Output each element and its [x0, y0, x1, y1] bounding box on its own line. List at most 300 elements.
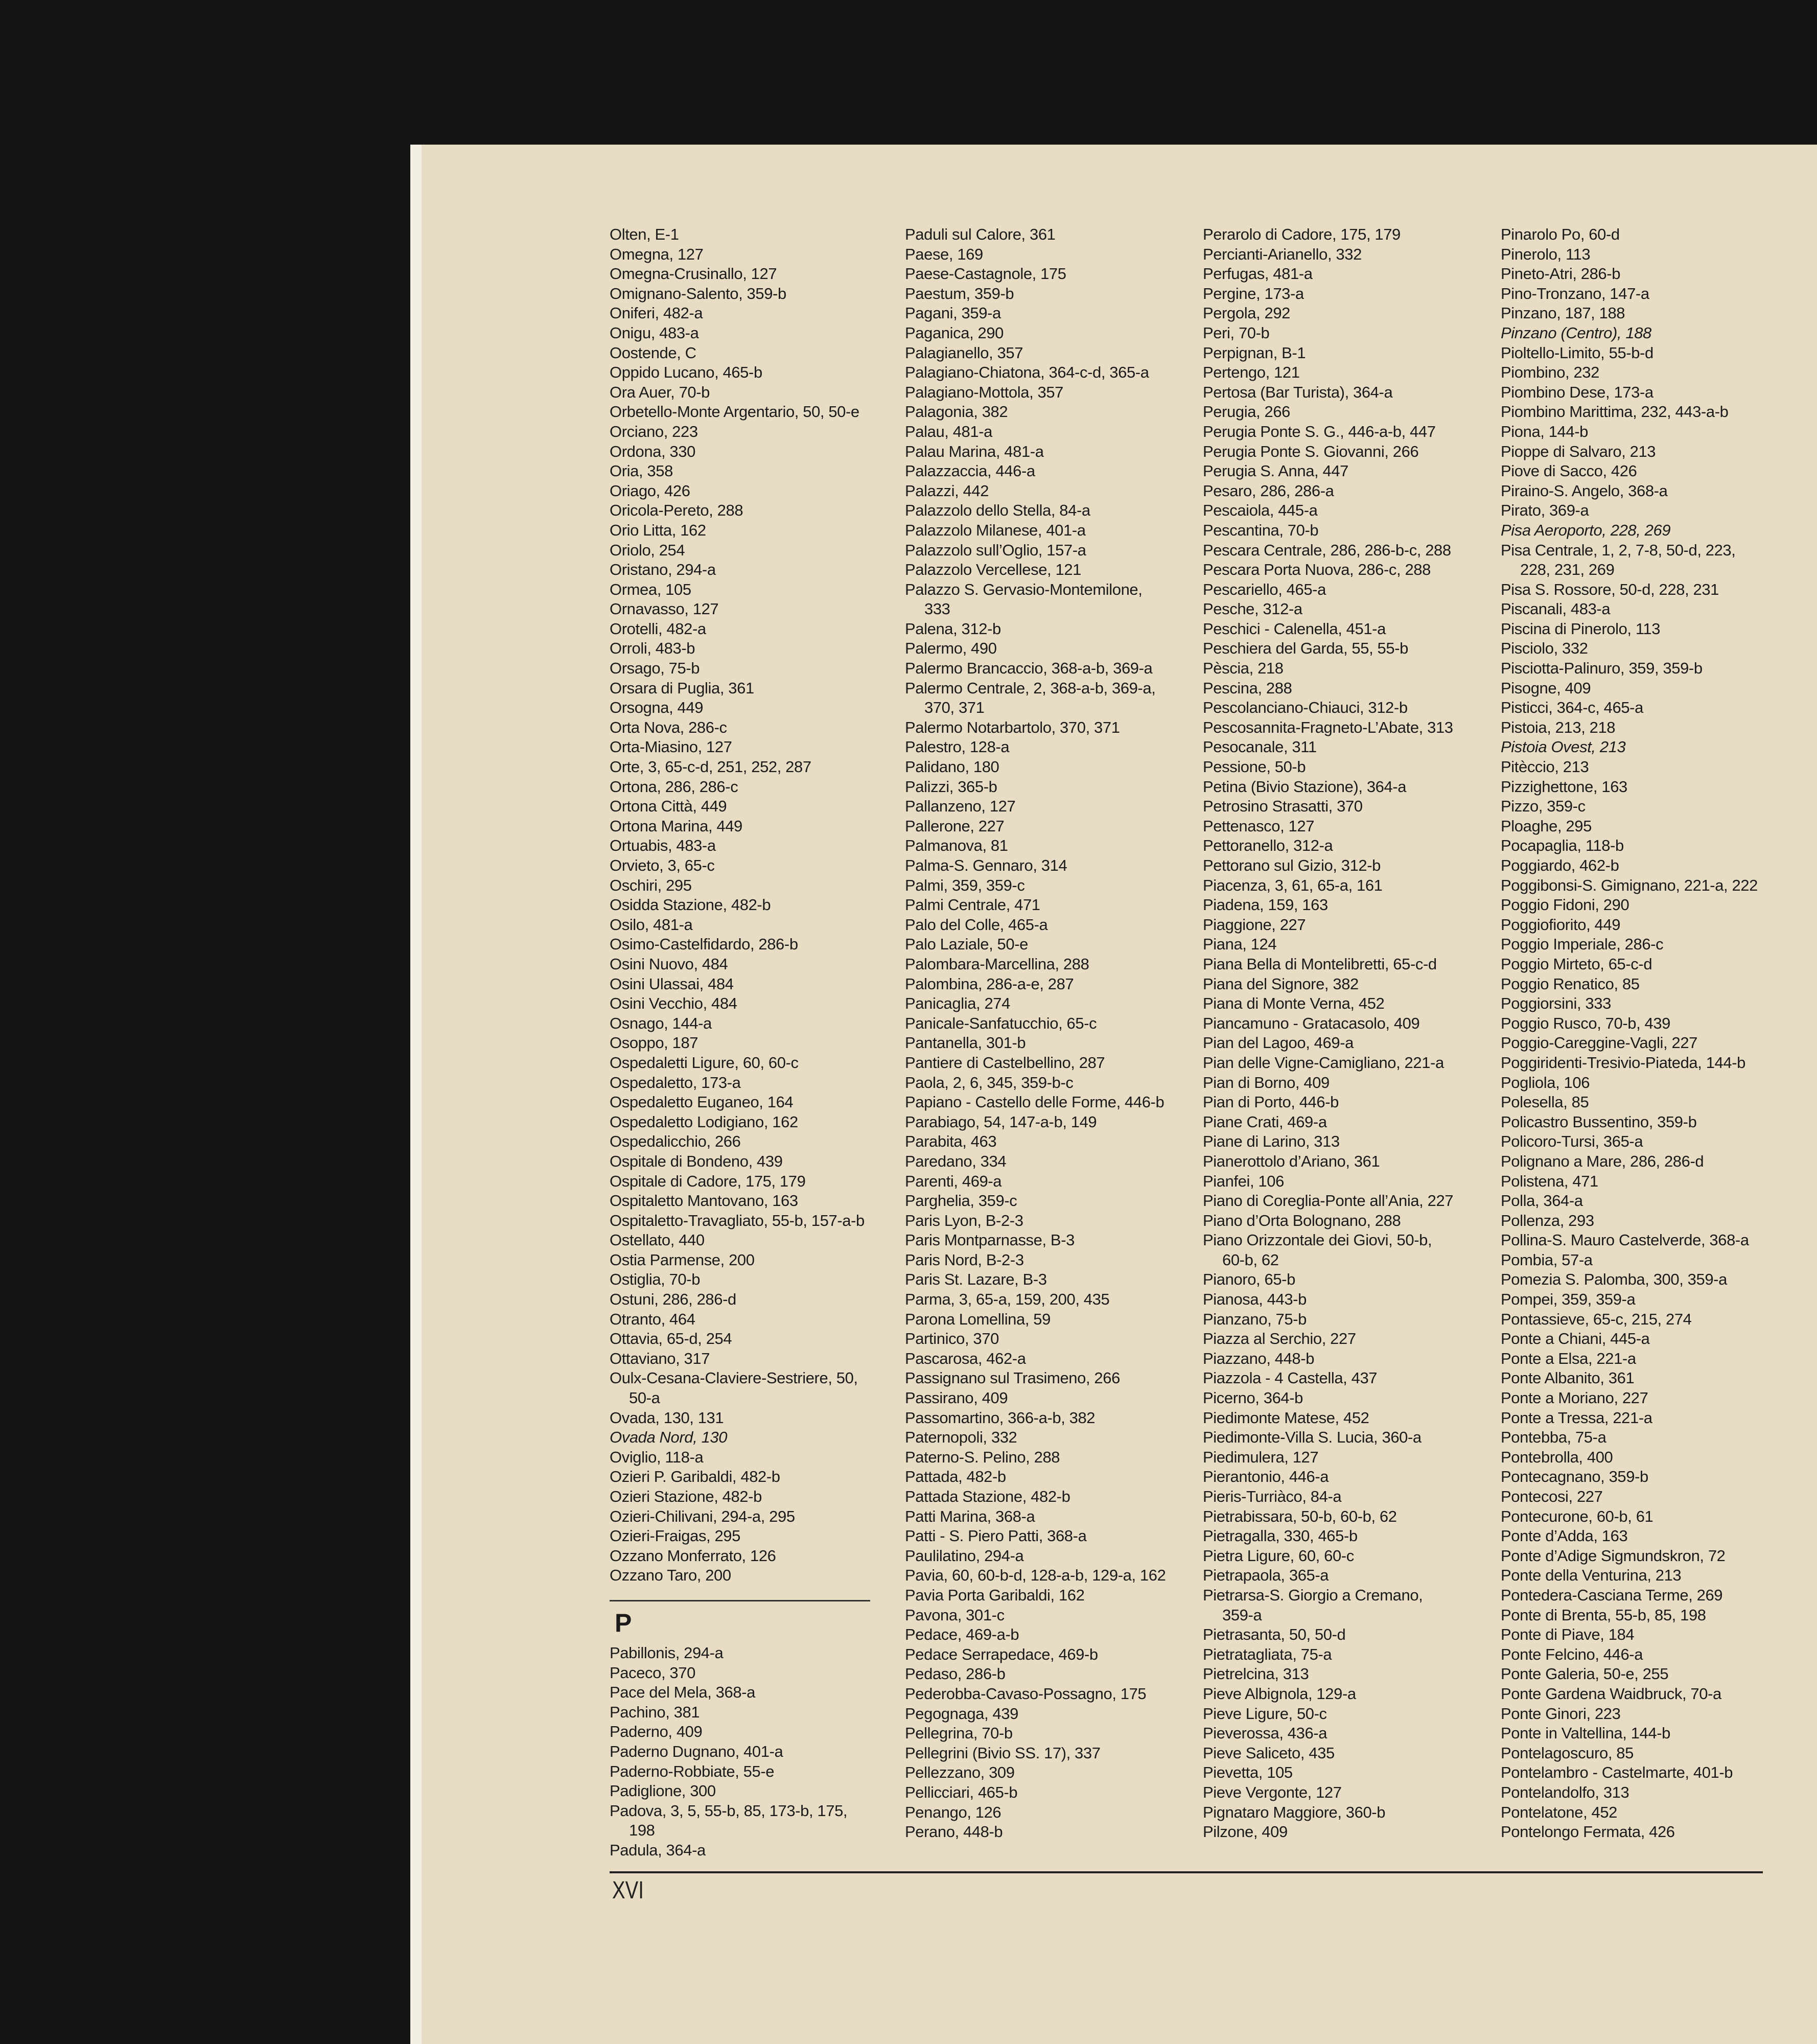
index-entry: Orciano, 223: [610, 422, 698, 440]
index-entry: Ospedaletto Euganeo, 164: [610, 1093, 794, 1111]
index-entry: Poggiorsini, 333: [1501, 994, 1611, 1013]
index-column-3: [1203, 225, 1489, 1842]
index-entry: Piana di Monte Verna, 452: [1203, 994, 1385, 1013]
index-entry: Ponte a Elsa, 221-a: [1501, 1349, 1636, 1367]
index-entry: Pian del Lagoo, 469-a: [1203, 1034, 1354, 1052]
index-entry: Ortuabis, 483-a: [610, 837, 716, 855]
index-entry: Ostia Parmense, 200: [610, 1250, 755, 1269]
index-entry: Pogliola, 106: [1501, 1073, 1590, 1091]
index-entry: Ortona Marina, 449: [610, 817, 742, 835]
index-entry: Paceco, 370: [610, 1663, 695, 1682]
index-entry: Orsogna, 449: [610, 699, 704, 717]
index-entry: Poggiofiorito, 449: [1501, 915, 1621, 934]
index-entry: Piane Crati, 469-a: [1203, 1112, 1327, 1131]
index-entry: Oostende, C: [610, 343, 696, 362]
index-entry: Ozieri Stazione, 482-b: [610, 1488, 762, 1505]
index-entry: Ponte Albanito, 361: [1501, 1369, 1635, 1387]
index-entry: Pietragalla, 330, 465-b: [1203, 1527, 1358, 1545]
index-entry: Pavona, 301-c: [905, 1606, 1005, 1624]
index-entry: Ortona, 286, 286-c: [610, 777, 738, 796]
index-entry: 333: [924, 600, 950, 618]
index-entry: Piombino Marittima, 232, 443-a-b: [1501, 403, 1729, 421]
index-entry: Padula, 364-a: [610, 1841, 706, 1859]
index-entry: Piedimulera, 127: [1203, 1448, 1319, 1466]
index-entry: Pontassieve, 65-c, 215, 274: [1501, 1310, 1692, 1328]
index-entry: Oristano, 294-a: [610, 561, 716, 579]
index-entry: Pescaiola, 445-a: [1203, 501, 1318, 520]
index-entry: Ozzano Monferrato, 126: [610, 1546, 776, 1565]
index-entry: 359-a: [1222, 1606, 1262, 1624]
index-entry: Pontelambro - Castelmarte, 401-b: [1501, 1763, 1733, 1782]
index-entry: Piscanali, 483-a: [1501, 600, 1611, 618]
index-entry: Pertosa (Bar Turista), 364-a: [1203, 383, 1393, 401]
index-entry: Pontebrolla, 400: [1501, 1448, 1613, 1466]
index-entry: Perpignan, B-1: [1203, 343, 1306, 362]
index-entry: Ovada, 130, 131: [610, 1408, 724, 1427]
index-entry: Palazzi, 442: [905, 481, 989, 500]
index-entry: Ospedaletto Lodigiano, 162: [610, 1112, 798, 1131]
index-entry: Peri, 70-b: [1203, 323, 1270, 342]
index-entry: Parghelia, 359-c: [905, 1192, 1017, 1210]
index-entry: Pontebba, 75-a: [1501, 1428, 1606, 1447]
index-entry: Perarolo di Cadore, 175, 179: [1203, 225, 1401, 243]
index-entry: Orta Nova, 286-c: [610, 718, 727, 736]
index-entry: Pianosa, 443-b: [1203, 1290, 1307, 1309]
index-entry: Papiano - Castello delle Forme, 446-b: [905, 1093, 1164, 1111]
index-entry: Ponte d’Adige Sigmundskron, 72: [1501, 1546, 1726, 1565]
index-entry: Pinzano (Centro), 188: [1501, 323, 1651, 342]
index-entry: Orta-Miasino, 127: [610, 738, 732, 756]
index-entry: Oriago, 426: [610, 481, 690, 500]
index-column-1: [610, 225, 896, 1861]
index-entry: Pineto-Atri, 286-b: [1501, 265, 1621, 283]
index-entry: Osimo-Castelfidardo, 286-b: [610, 935, 798, 954]
index-entry: Polistena, 471: [1501, 1172, 1598, 1190]
index-entry: Padova, 3, 5, 55-b, 85, 173-b, 175,: [610, 1801, 848, 1820]
index-entry: Palagiano-Mottola, 357: [905, 383, 1064, 401]
index-entry: Ponte Felcino, 446-a: [1501, 1645, 1643, 1663]
index-entry: Pace del Mela, 368-a: [610, 1683, 755, 1702]
index-entry: Pieve Saliceto, 435: [1203, 1744, 1335, 1762]
index-entry: Paris Nord, B-2-3: [905, 1250, 1024, 1269]
index-entry: Padiglione, 300: [610, 1782, 716, 1800]
index-entry: Orsara di Puglia, 361: [610, 679, 754, 697]
index-entry: Pabillonis, 294-a: [610, 1643, 724, 1662]
index-entry: Pachino, 381: [610, 1703, 700, 1721]
index-entry: Pietra Ligure, 60, 60-c: [1203, 1546, 1354, 1565]
index-entry: Piacenza, 3, 61, 65-a, 161: [1203, 876, 1383, 894]
index-entry: Pianzano, 75-b: [1203, 1310, 1307, 1328]
index-entry: Pescara Centrale, 286, 286-b-c, 288: [1203, 541, 1451, 559]
index-entry: Orsago, 75-b: [610, 659, 700, 678]
index-entry: Ostiglia, 70-b: [610, 1270, 701, 1289]
index-entry: Paderno Dugnano, 401-a: [610, 1742, 783, 1760]
index-entry: Omegna, 127: [610, 245, 704, 263]
index-entry: Ora Auer, 70-b: [610, 383, 710, 401]
index-entry: Pagani, 359-a: [905, 304, 1001, 322]
index-entry: Perfugas, 481-a: [1203, 265, 1313, 283]
index-entry: Pieverossa, 436-a: [1203, 1724, 1327, 1743]
index-entry: Pinerolo, 113: [1501, 245, 1591, 263]
index-entry: Peschici - Calenella, 451-a: [1203, 619, 1386, 638]
index-entry: Pirato, 369-a: [1501, 501, 1589, 520]
index-entry: Piane di Larino, 313: [1203, 1132, 1340, 1151]
index-entry: Palombina, 286-a-e, 287: [905, 974, 1074, 993]
index-entry: Paris Lyon, B-2-3: [905, 1211, 1023, 1229]
index-entry: Pollenza, 293: [1501, 1211, 1594, 1229]
index-entry: Parenti, 469-a: [905, 1172, 1002, 1190]
index-entry: Panicaglia, 274: [905, 994, 1010, 1013]
index-entry: Pieve Albignola, 129-a: [1203, 1684, 1356, 1703]
index-entry: Pescariello, 465-a: [1203, 580, 1326, 598]
index-entry: Omignano-Salento, 359-b: [610, 284, 786, 303]
index-entry: Pisciolo, 332: [1501, 639, 1588, 658]
index-entry: Piazza al Serchio, 227: [1203, 1330, 1356, 1348]
index-entry: Pescantina, 70-b: [1203, 521, 1319, 539]
index-entry: Omegna-Crusinallo, 127: [610, 265, 777, 283]
index-entry: Polla, 364-a: [1501, 1192, 1583, 1210]
index-entry: Perano, 448-b: [905, 1823, 1003, 1841]
index-entry: Pitèccio, 213: [1501, 758, 1589, 776]
index-entry: Pontelagoscuro, 85: [1501, 1744, 1634, 1762]
index-entry: Orio Litta, 162: [610, 521, 706, 539]
index-entry: Osini Ulassai, 484: [610, 974, 734, 993]
index-entry: Piedimonte Matese, 452: [1203, 1408, 1369, 1427]
index-entry: Pascarosa, 462-a: [905, 1349, 1026, 1367]
index-entry: Piazzola - 4 Castella, 437: [1203, 1369, 1378, 1387]
index-entry: Pisa Centrale, 1, 2, 7-8, 50-d, 223,: [1501, 541, 1736, 559]
index-entry: Poggio Renatico, 85: [1501, 974, 1640, 993]
index-entry: Pisa Aeroporto, 228, 269: [1501, 521, 1671, 539]
index-entry: Pertengo, 121: [1203, 363, 1300, 382]
index-entry: Osnago, 144-a: [610, 1014, 712, 1032]
index-entry: Ozieri-Fraigas, 295: [610, 1527, 740, 1545]
index-entry: Ponte della Venturina, 213: [1501, 1566, 1682, 1585]
index-entry: Piombino Dese, 173-a: [1501, 383, 1653, 401]
index-entry: Pian di Borno, 409: [1203, 1073, 1330, 1091]
index-entry: Oriolo, 254: [610, 541, 685, 559]
index-entry: Oricola-Pereto, 288: [610, 501, 743, 520]
index-entry: Pisa S. Rossore, 50-d, 228, 231: [1501, 580, 1719, 598]
index-entry: Pistoia Ovest, 213: [1501, 738, 1626, 756]
index-entry: Paese, 169: [905, 245, 983, 263]
index-entry: Pisticci, 364-c, 465-a: [1501, 699, 1643, 717]
index-entry: Piana Bella di Montelibretti, 65-c-d: [1203, 955, 1437, 973]
index-entry: Pantiere di Castelbellino, 287: [905, 1053, 1105, 1072]
index-entry: Ozzano Taro, 200: [610, 1566, 731, 1585]
index-entry: Osini Nuovo, 484: [610, 955, 728, 973]
index-entry: Ploaghe, 295: [1501, 817, 1592, 835]
index-entry: Pallerone, 227: [905, 817, 1005, 835]
index-entry: Pontelongo Fermata, 426: [1501, 1823, 1675, 1841]
index-entry: Patti Marina, 368-a: [905, 1507, 1035, 1525]
index-entry: Ponte di Brenta, 55-b, 85, 198: [1501, 1606, 1706, 1624]
index-entry: Palo del Colle, 465-a: [905, 915, 1048, 934]
index-entry: Palazzolo Milanese, 401-a: [905, 521, 1086, 539]
index-entry: Osini Vecchio, 484: [610, 994, 737, 1013]
index-entry: Pietrabissara, 50-b, 60-b, 62: [1203, 1507, 1397, 1525]
index-entry: Pavia Porta Garibaldi, 162: [905, 1586, 1085, 1604]
index-entry: Pizzo, 359-c: [1501, 797, 1586, 816]
index-entry: Pettorano sul Gizio, 312-b: [1203, 856, 1381, 874]
index-entry: Ospedaletto, 173-a: [610, 1073, 741, 1091]
index-entry: Pedace, 469-a-b: [905, 1625, 1019, 1644]
index-entry: Ponte di Piave, 184: [1501, 1625, 1635, 1644]
index-entry: Piazzano, 448-b: [1203, 1349, 1315, 1367]
index-entry: Olten, E-1: [610, 225, 679, 243]
index-entry: Pianoro, 65-b: [1203, 1270, 1295, 1289]
index-entry: Paredano, 334: [905, 1152, 1007, 1170]
index-entry: Pietrapaola, 365-a: [1203, 1566, 1329, 1585]
index-entry: Palidano, 180: [905, 758, 999, 776]
index-entry: Poggio Fidoni, 290: [1501, 896, 1629, 914]
index-entry: Pescina, 288: [1203, 679, 1292, 697]
index-entry: Piana del Signore, 382: [1203, 974, 1359, 993]
index-entry: Pocapaglia, 118-b: [1501, 837, 1624, 855]
index-entry: Pioppe di Salvaro, 213: [1501, 442, 1656, 460]
index-entry: Ornavasso, 127: [610, 600, 719, 618]
index-entry: Pontedera-Casciana Terme, 269: [1501, 1586, 1723, 1604]
index-entry: Pescolanciano-Chiauci, 312-b: [1203, 699, 1408, 717]
section-letter-heading: P: [610, 1600, 870, 1637]
index-column-4: [1501, 225, 1787, 1842]
index-entry: Poggiridenti-Tresivio-Piateda, 144-b: [1501, 1053, 1745, 1072]
index-entry: Pavia, 60, 60-b-d, 128-a-b, 129-a, 162: [905, 1566, 1166, 1585]
index-entry: Paris St. Lazare, B-3: [905, 1270, 1047, 1289]
index-entry: 370, 371: [924, 699, 985, 717]
index-entry: Perugia S. Anna, 447: [1203, 462, 1349, 480]
index-column-2: [905, 225, 1191, 1842]
index-entry: Ospitale di Cadore, 175, 179: [610, 1172, 806, 1190]
index-entry: Pescosannita-Fragneto-L’Abate, 313: [1203, 718, 1453, 736]
index-entry: Pollina-S. Mauro Castelverde, 368-a: [1501, 1231, 1749, 1249]
index-entry: Pistoia, 213, 218: [1501, 718, 1616, 736]
index-entry: Palermo Notarbartolo, 370, 371: [905, 718, 1120, 736]
index-entry: Ponte a Moriano, 227: [1501, 1389, 1648, 1407]
index-entry: Piedimonte-Villa S. Lucia, 360-a: [1203, 1428, 1422, 1447]
index-entry: Pieve Ligure, 50-c: [1203, 1704, 1327, 1723]
index-entry: Pergola, 292: [1203, 304, 1290, 322]
index-entry: Poggio-Careggine-Vagli, 227: [1501, 1034, 1697, 1052]
index-entry: Pierantonio, 446-a: [1203, 1468, 1329, 1486]
index-entry: Percianti-Arianello, 332: [1203, 245, 1362, 263]
index-entry: Orbetello-Monte Argentario, 50, 50-e: [610, 403, 859, 421]
index-entry: Orvieto, 3, 65-c: [610, 856, 715, 874]
index-entry: Parma, 3, 65-a, 159, 200, 435: [905, 1290, 1110, 1309]
index-entry: Panicale-Sanfatucchio, 65-c: [905, 1014, 1097, 1032]
index-entry: Pombia, 57-a: [1501, 1250, 1593, 1269]
index-entry: Paternopoli, 332: [905, 1428, 1017, 1447]
index-entry: Ovada Nord, 130: [610, 1428, 728, 1447]
index-entry: 60-b, 62: [1222, 1250, 1279, 1269]
index-entry: Pergine, 173-a: [1203, 284, 1304, 303]
index-entry: Patti - S. Piero Patti, 368-a: [905, 1527, 1087, 1545]
index-entry: Orte, 3, 65-c-d, 251, 252, 287: [610, 758, 811, 776]
index-entry: Ordona, 330: [610, 442, 695, 460]
index-entry: Parona Lomellina, 59: [905, 1310, 1051, 1328]
index-entry: Oria, 358: [610, 462, 673, 480]
index-entry: Paola, 2, 6, 345, 359-b-c: [905, 1073, 1074, 1091]
index-entry: Palma-S. Gennaro, 314: [905, 856, 1067, 874]
index-entry: Oviglio, 118-a: [610, 1448, 704, 1466]
index-entry: Palizzi, 365-b: [905, 777, 997, 796]
index-entry: 228, 231, 269: [1520, 561, 1615, 579]
index-entry: Penango, 126: [905, 1803, 1001, 1821]
index-entry: Pompei, 359, 359-a: [1501, 1290, 1636, 1309]
index-entry: Paduli sul Calore, 361: [905, 225, 1056, 243]
index-entry: Pettenasco, 127: [1203, 817, 1315, 835]
index-entry: Palmi, 359, 359-c: [905, 876, 1025, 894]
index-entry: Palmanova, 81: [905, 837, 1008, 855]
index-entry: Pellegrina, 70-b: [905, 1724, 1013, 1743]
index-entry: Ponte a Chiani, 445-a: [1501, 1330, 1650, 1348]
index-entry: Ospitale di Bondeno, 439: [610, 1152, 783, 1170]
index-entry: Partinico, 370: [905, 1330, 999, 1348]
index-entry: Piano di Coreglia-Ponte all’Ania, 227: [1203, 1192, 1454, 1210]
index-entry: Piano Orizzontale dei Giovi, 50-b,: [1203, 1231, 1432, 1249]
index-entry: Pèscia, 218: [1203, 659, 1284, 678]
page-edge: [410, 145, 422, 2044]
index-entry: Palmi Centrale, 471: [905, 896, 1040, 914]
index-entry: Paris Montparnasse, B-3: [905, 1231, 1075, 1249]
index-entry: Pattada, 482-b: [905, 1468, 1006, 1486]
index-entry: Palermo Centrale, 2, 368-a-b, 369-a,: [905, 679, 1156, 697]
index-entry: Oulx-Cesana-Claviere-Sestriere, 50,: [610, 1369, 858, 1387]
index-entry: Pessione, 50-b: [1203, 758, 1306, 776]
index-entry: Pontecurone, 60-b, 61: [1501, 1507, 1653, 1525]
index-entry: Ospitaletto Mantovano, 163: [610, 1192, 798, 1210]
index-entry: Piove di Sacco, 426: [1501, 462, 1637, 480]
index-entry: Picerno, 364-b: [1203, 1389, 1303, 1407]
index-entry: Orroli, 483-b: [610, 639, 695, 658]
index-entry: Ponte Galeria, 50-e, 255: [1501, 1665, 1669, 1683]
index-entry: Paulilatino, 294-a: [905, 1546, 1024, 1565]
index-entry: Pieris-Turriàco, 84-a: [1203, 1488, 1342, 1505]
index-entry: Pinarolo Po, 60-d: [1501, 225, 1620, 243]
index-entry: Palazzo S. Gervasio-Montemilone,: [905, 580, 1143, 598]
index-entry: Pietrarsa-S. Giorgio a Cremano,: [1203, 1586, 1423, 1604]
index-entry: Pesocanale, 311: [1203, 738, 1317, 756]
index-entry: Ottaviano, 317: [610, 1349, 710, 1367]
index-entry: Pianfei, 106: [1203, 1172, 1284, 1190]
index-entry: Pisogne, 409: [1501, 679, 1591, 697]
index-entry: Perugia, 266: [1203, 403, 1290, 421]
index-entry: Palagianello, 357: [905, 343, 1023, 362]
index-entry: Polesella, 85: [1501, 1093, 1589, 1111]
index-entry: Paese-Castagnole, 175: [905, 265, 1066, 283]
index-entry: Pederobba-Cavaso-Possagno, 175: [905, 1684, 1147, 1703]
index-entry: Pian di Porto, 446-b: [1203, 1093, 1339, 1111]
index-entry: Pizzighettone, 163: [1501, 777, 1627, 796]
index-entry: Ostuni, 286, 286-d: [610, 1290, 736, 1309]
index-entry: Ponte a Tressa, 221-a: [1501, 1408, 1652, 1427]
index-entry: Ortona Città, 449: [610, 797, 727, 816]
index-entry: Palena, 312-b: [905, 619, 1001, 638]
index-entry: Pontecosi, 227: [1501, 1488, 1603, 1505]
index-entry: Pedace Serrapedace, 469-b: [905, 1645, 1098, 1663]
index-entry: Pievetta, 105: [1203, 1763, 1293, 1782]
index-entry: Pontelandolfo, 313: [1501, 1783, 1629, 1801]
index-entry: Piano d’Orta Bolognano, 288: [1203, 1211, 1401, 1229]
index-entry: Osidda Stazione, 482-b: [610, 896, 771, 914]
index-entry: Poggio Imperiale, 286-c: [1501, 935, 1664, 954]
index-entry: Ponte Ginori, 223: [1501, 1704, 1621, 1723]
index-entry: Pinzano, 187, 188: [1501, 304, 1625, 322]
index-entry: Pietrasanta, 50, 50-d: [1203, 1625, 1346, 1644]
index-entry: Ponte Gardena Waidbruck, 70-a: [1501, 1684, 1721, 1703]
index-entry: Paderno, 409: [610, 1723, 703, 1741]
index-entry: Paderno-Robbiate, 55-e: [610, 1762, 775, 1780]
index-entry: Ottavia, 65-d, 254: [610, 1330, 732, 1348]
index-entry: Poggiardo, 462-b: [1501, 856, 1619, 874]
index-entry: Pignataro Maggiore, 360-b: [1203, 1803, 1386, 1821]
index-entry: Pisciotta-Palinuro, 359, 359-b: [1501, 659, 1703, 678]
index-entry: Palermo Brancaccio, 368-a-b, 369-a: [905, 659, 1153, 678]
index-entry: Pomezia S. Palomba, 300, 359-a: [1501, 1270, 1727, 1289]
index-entry: Pioltello-Limito, 55-b-d: [1501, 343, 1653, 362]
index-entry: Pontelatone, 452: [1501, 1803, 1618, 1821]
index-entry: Piona, 144-b: [1501, 422, 1588, 440]
index-entry: Piaggione, 227: [1203, 915, 1306, 934]
index-entry: Ormea, 105: [610, 580, 691, 598]
index-entry: Piscina di Pinerolo, 113: [1501, 619, 1661, 638]
index-entry: Palagonia, 382: [905, 403, 1008, 421]
index-entry: Palau Marina, 481-a: [905, 442, 1044, 460]
index-entry: Ponte in Valtellina, 144-b: [1501, 1724, 1670, 1743]
index-entry: Osoppo, 187: [610, 1034, 698, 1052]
index-entry: Palo Laziale, 50-e: [905, 935, 1028, 954]
index-entry: Pino-Tronzano, 147-a: [1501, 284, 1649, 303]
index-entry: Pilzone, 409: [1203, 1823, 1288, 1841]
index-entry: Petrosino Strasatti, 370: [1203, 797, 1363, 816]
index-entry: Ospedaletti Ligure, 60, 60-c: [610, 1053, 799, 1072]
index-entry: Pellegrini (Bivio SS. 17), 337: [905, 1744, 1101, 1762]
index-entry: Piancamuno - Gratacasolo, 409: [1203, 1014, 1420, 1032]
index-entry: Ospedalicchio, 266: [610, 1132, 741, 1151]
index-entry: Pietrelcina, 313: [1203, 1665, 1309, 1683]
index-entry: Pantanella, 301-b: [905, 1034, 1026, 1052]
index-entry: Perugia Ponte S. G., 446-a-b, 447: [1203, 422, 1436, 440]
index-entry: Passirano, 409: [905, 1389, 1008, 1407]
index-entry: Palazzolo dello Stella, 84-a: [905, 501, 1090, 520]
index-entry: Otranto, 464: [610, 1310, 695, 1328]
index-entry: Passignano sul Trasimeno, 266: [905, 1369, 1120, 1387]
index-entry: Pescara Porta Nuova, 286-c, 288: [1203, 561, 1431, 579]
index-entry: Perugia Ponte S. Giovanni, 266: [1203, 442, 1419, 460]
index-entry: Piraino-S. Angelo, 368-a: [1501, 481, 1668, 500]
index-entry: Pallanzeno, 127: [905, 797, 1016, 816]
index-entry: Pellicciari, 465-b: [905, 1783, 1018, 1801]
index-entry: Ozieri P. Garibaldi, 482-b: [610, 1468, 780, 1486]
index-entry: Paganica, 290: [905, 323, 1004, 342]
index-entry: Poggio Mirteto, 65-c-d: [1501, 955, 1652, 973]
index-entry: Palombara-Marcellina, 288: [905, 955, 1089, 973]
index-entry: Palermo, 490: [905, 639, 997, 658]
index-entry: Paterno-S. Pelino, 288: [905, 1448, 1060, 1466]
index-entry: Pesche, 312-a: [1203, 600, 1302, 618]
index-entry: 198: [629, 1821, 655, 1840]
index-entry: Palau, 481-a: [905, 422, 992, 440]
index-entry: 50-a: [629, 1389, 660, 1407]
index-entry: Parabita, 463: [905, 1132, 997, 1151]
index-entry: Pianerottolo d’Ariano, 361: [1203, 1152, 1380, 1170]
index-entry: Pettoranello, 312-a: [1203, 837, 1333, 855]
index-entry: Osilo, 481-a: [610, 915, 693, 934]
index-entry: Peschiera del Garda, 55, 55-b: [1203, 639, 1408, 658]
index-entry: Pegognaga, 439: [905, 1704, 1018, 1723]
index-entry: Ozieri-Chilivani, 294-a, 295: [610, 1507, 795, 1525]
index-entry: Piana, 124: [1203, 935, 1277, 954]
